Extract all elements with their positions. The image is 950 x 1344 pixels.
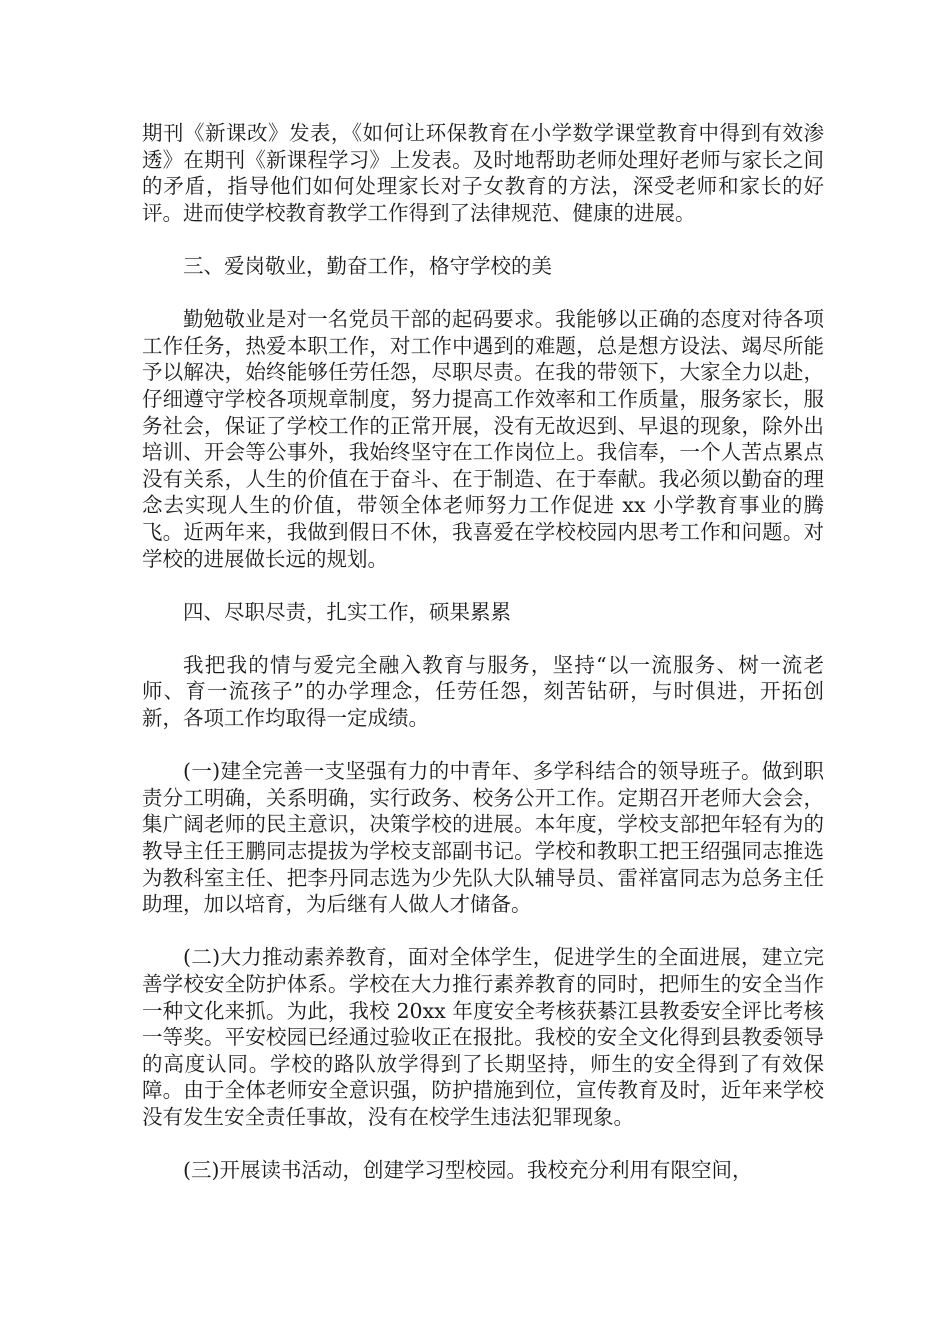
document-body — [142, 120, 824, 1210]
body-paragraph: (一)建全完善一支坚强有力的中青年、多学科结合的领导班子。做到职责分工明确，关系明确，实行政务、校务公开工作。定期召开老师大会会，集广阔老师的民主意识，决策学校的进展。本年度，学校支部把年轻有为的教导主任王鹏同志提拔为学校支部副书记。学校和教职工把王绍强同志推选为教科室主任、把李丹同志选为少先队大队辅导员、雷祥富同志为总务主任助理，加以培育，为后继有人做人才储备。 — [142, 759, 824, 917]
section-heading: 四、尽职尽责，扎实工作，硕果累累 — [183, 599, 511, 624]
body-paragraph: (二)大力推动素养教育，面对全体学生，促进学生的全面进展，建立完善学校安全防护体系。学校在大力推行素养教育的同时，把师生的安全当作一种文化来抓。为此，我校 20xx 年度安全考核获綦江县教委安全评比考核一等奖。平安校园已经通过验收正在报批。我校的安全文化得到县教委领导的高度认同。学校的路队放学得到了长期坚持，师生的安全得到了有效保障。由于全体老师安全意识强，防护措施到位，宣传教育及时，近年来学校没有发生安全责任事故，没有在校学生违法犯罪现象。 — [142, 945, 824, 1129]
body-paragraph: 我把我的情与爱完全融入教育与服务，坚持“以一流服务、树一流老师、育一流孩子”的办学理念，任劳任怨，刻苦钻研，与时俱进，开拓创新，各项工作均取得一定成绩。 — [142, 652, 824, 731]
body-paragraph: 勤勉敬业是对一名党员干部的起码要求。我能够以正确的态度对待各项工作任务，热爱本职工作，对工作中遇到的难题，总是想方设法、竭尽所能予以解决，始终能够任劳任怨，尽职尽责。在我的带领下，大家全力以赴，仔细遵守学校各项规章制度，努力提高工作效率和工作质量，服务家长，服务社会，保证了学校工作的正常开展，没有无故迟到、早退的现象，除外出培训、开会等公事外，我始终坚守在工作岗位上。我信奉，一个人苦点累点没有关系，人生的价值在于奋斗、在于制造、在于奉献。我必须以勤奋的理念去实现人生的价值，带领全体老师努力工作促进 xx 小学教育事业的腾飞。近两年来，我做到假日不休，我喜爱在学校校园内思考工作和问题。对学校的进展做长远的规划。 — [142, 307, 824, 571]
section-heading: 三、爱岗敬业，勤奋工作，格守学校的美 — [183, 253, 552, 278]
body-paragraph: 期刊《新课改》发表，《如何让环保教育在小学数学课堂教育中得到有效渗透》在期刊《新课程学习》上发表。及时地帮助老师处理好老师与家长之间的矛盾，指导他们如何处理家长对子女教育的方法，深受老师和家长的好评。进而使学校教育教学工作得到了法律规范、健康的进展。 — [142, 121, 824, 225]
body-paragraph: (三)开展读书活动，创建学习型校园。我校充分利用有限空间， — [183, 1158, 753, 1183]
